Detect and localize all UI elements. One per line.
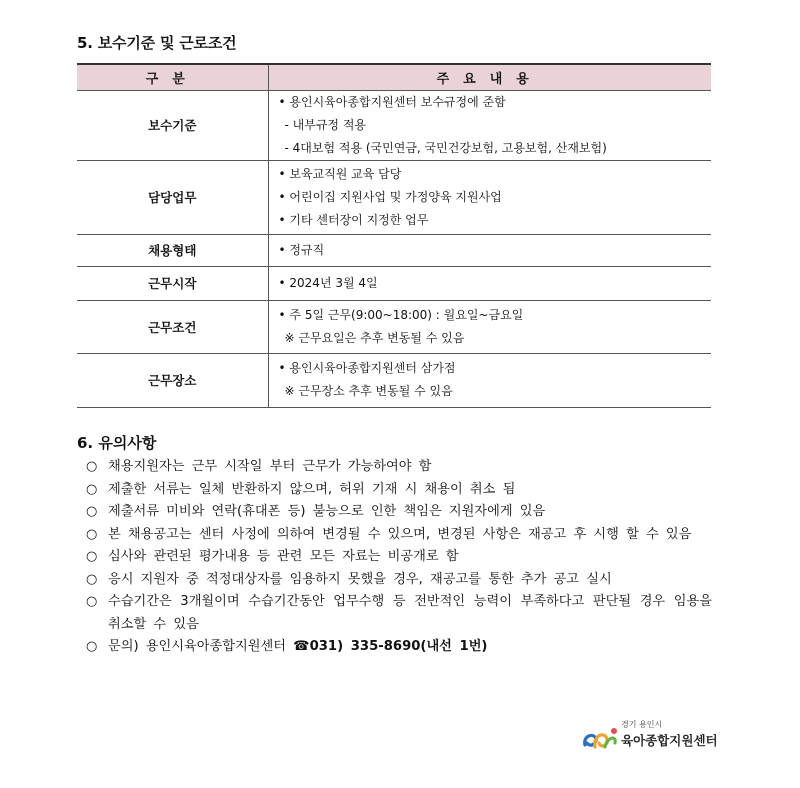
list-item xyxy=(86,524,712,547)
table-header-row xyxy=(77,64,711,90)
table-row xyxy=(77,90,711,160)
header-content: 주요내용 xyxy=(268,64,711,90)
notes-list xyxy=(86,456,712,659)
center-logo xyxy=(581,719,721,755)
section-6-title: 6. 유의사항 xyxy=(77,434,157,452)
pay-line-1: • 용인시육아종합지원센터 보수규정에 준함 xyxy=(279,91,712,114)
note-text-1: 채용지원자는 근무 시작일 부터 근무가 가능하여야 함 xyxy=(108,459,432,474)
list-item xyxy=(86,591,712,636)
row-content-pay xyxy=(268,90,711,160)
note-text-5: 심사와 관련된 평가내용 등 관련 모든 자료는 비공개로 함 xyxy=(108,549,459,564)
circle-bullet-icon: ○ xyxy=(86,526,98,542)
row-label-place: 근무장소 xyxy=(77,353,268,407)
logo-center-name: 육아종합지원센터 xyxy=(621,733,718,748)
circle-bullet-icon: ○ xyxy=(86,481,98,497)
note-text-7: 수습기간은 3개월이며 수습기간동안 업무수행 등 전반적인 능력이 부족하다고 판단될 경우 임용을 취소할 수 있음 xyxy=(108,594,712,632)
swirl-logo-icon xyxy=(581,723,619,753)
row-content-cond xyxy=(268,300,711,353)
cond-line-1: • 주 5일 근무(9:00~18:00) : 월요일~금요일 xyxy=(279,304,712,327)
circle-bullet-icon: ○ xyxy=(86,459,98,474)
row-label-cond: 근무조건 xyxy=(77,300,268,353)
row-label-start: 근무시작 xyxy=(77,266,268,300)
row-content-type xyxy=(268,234,711,266)
row-content-place xyxy=(268,353,711,407)
work-conditions-table xyxy=(77,63,711,408)
list-item xyxy=(86,546,712,569)
list-item xyxy=(86,501,712,524)
row-label-duty: 담당업무 xyxy=(77,160,268,234)
contact-phone: ☎031) 335-8690(내선 1번) xyxy=(293,639,488,654)
table-row xyxy=(77,353,711,407)
note-text-3: 제출서류 미비와 연락(휴대폰 등) 불능으로 인한 책임은 지원자에게 있음 xyxy=(108,504,546,519)
contact-line xyxy=(108,636,712,659)
place-line-2: ※ 근무장소 추후 변동될 수 있음 xyxy=(284,384,453,398)
circle-bullet-icon: ○ xyxy=(86,504,98,519)
table-row xyxy=(77,266,711,300)
list-item xyxy=(86,569,712,592)
note-text-4: 본 채용공고는 센터 사정에 의하여 변경될 수 있으며, 변경된 사항은 재공고 후 시행 할 수 있음 xyxy=(108,526,692,542)
cond-line-2: ※ 근무요일은 추후 변동될 수 있음 xyxy=(284,330,465,345)
row-label-pay: 보수기준 xyxy=(77,90,268,160)
logo-city-text: 경기 용인시 xyxy=(621,720,663,729)
circle-bullet-icon: ○ xyxy=(86,571,98,587)
duty-line-1: • 보육교직원 교육 담당 xyxy=(279,163,712,186)
start-line-1: • 2024년 3월 4일 xyxy=(279,272,712,295)
list-item xyxy=(86,456,712,479)
note-text-6: 응시 지원자 중 적정대상자를 임용하지 못했을 경우, 재공고를 통한 추가 공고 실시 xyxy=(108,571,612,587)
section-5-title: 5. 보수기준 및 근로조건 xyxy=(77,34,237,52)
table-row xyxy=(77,234,711,266)
row-content-start xyxy=(268,266,711,300)
place-line-1: • 용인시육아종합지원센터 삼가점 xyxy=(279,357,712,380)
row-content-duty xyxy=(268,160,711,234)
type-line-1: • 정규직 xyxy=(279,239,712,262)
duty-line-3: • 기타 센터장이 지정한 업무 xyxy=(279,209,712,232)
table-row xyxy=(77,160,711,234)
circle-bullet-icon: ○ xyxy=(86,549,98,564)
list-item xyxy=(86,479,712,502)
note-text-2: 제출한 서류는 일체 반환하지 않으며, 허위 기재 시 채용이 취소 됨 xyxy=(108,481,516,497)
header-category: 구분 xyxy=(77,64,268,90)
pay-line-3: - 4대보험 적용 (국민연금, 국민건강보험, 고용보험, 산재보험) xyxy=(284,140,607,155)
pay-line-2: - 내부규정 적용 xyxy=(284,117,367,132)
contact-prefix: 문의) 용인시육아종합지원센터 xyxy=(108,639,294,654)
row-label-type: 채용형태 xyxy=(77,234,268,266)
duty-line-2: • 어린이집 지원사업 및 가정양육 지원사업 xyxy=(279,186,712,209)
circle-bullet-icon: ○ xyxy=(86,639,98,654)
circle-bullet-icon: ○ xyxy=(86,594,98,609)
table-row xyxy=(77,300,711,353)
list-item xyxy=(86,636,712,659)
